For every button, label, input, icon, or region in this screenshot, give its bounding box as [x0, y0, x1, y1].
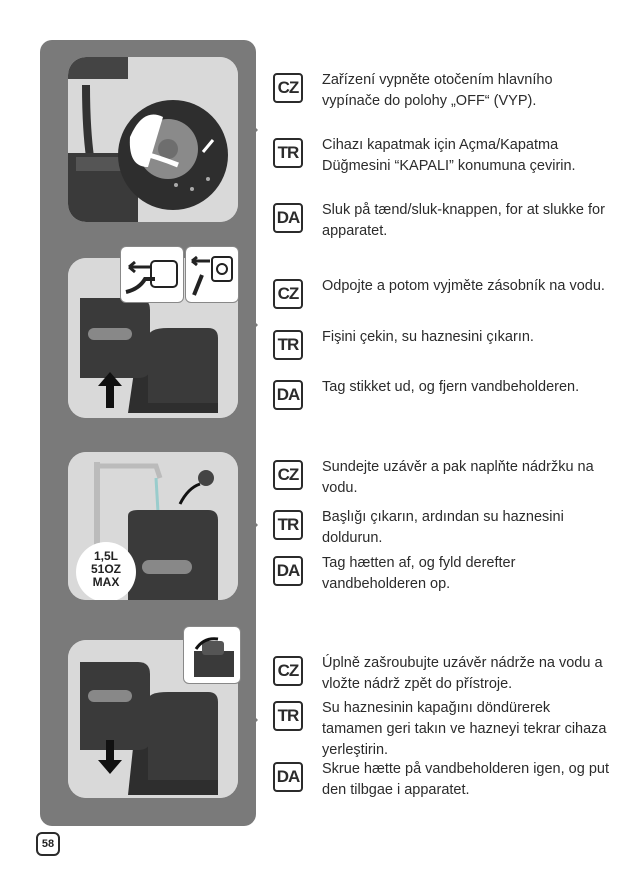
instruction-text: Odpojte a potom vyjměte zásobník na vodu. [322, 278, 605, 294]
unplug-icon-box-alt [185, 246, 239, 303]
step4-pointer [238, 700, 258, 740]
instruction-text: Sluk på tænd/sluk-knappen, for at slukke for apparatet. [322, 202, 605, 239]
instruction-text: Cihazı kapatmak için Açma/Kapatma Düğmesini “KAPALI” konumuna çevirin. [322, 137, 576, 174]
lang-badge: CZ [273, 73, 303, 103]
instruction-text: Úplně zašroubujte uzávěr nádrže na vodu a vložte nádrž zpět do přístroje. [322, 655, 603, 692]
capacity-liters: 1,5L [93, 549, 118, 563]
instruction-text: Tag stikket ud, og fjern vandbeholderen. [322, 379, 580, 395]
step3-pointer [238, 505, 258, 545]
lang-badge: TR [273, 138, 303, 168]
instruction-text: Su haznesinin kapağını döndürerek tamamen geri takın ve hazneyi tekrar cihaza yerleştirin. [322, 700, 607, 758]
step1-illustration [68, 57, 238, 222]
step3-illustration [68, 452, 238, 600]
instruction-text: Zařízení vypněte otočením hlavního vypínače do polohy „OFF“ (VYP). [322, 72, 553, 109]
page-number: 58 [36, 832, 60, 856]
instruction-text: Tag hætten af, og fyld derefter vandbeholderen op. [322, 555, 516, 592]
instruction-text: Skrue hætte på vandbeholderen igen, og put den tilbgae i apparatet. [322, 761, 609, 798]
capacity-ounces: 51OZ [90, 562, 121, 576]
lang-badge: CZ [273, 279, 303, 309]
lang-badge: DA [273, 203, 303, 233]
unplug-icon-box [120, 246, 184, 303]
capacity-badge [76, 542, 136, 600]
step2-pointer [238, 305, 258, 345]
lang-badge: CZ [273, 460, 303, 490]
instruction-text: Başlığı çıkarın, ardından su haznesini doldurun. [322, 509, 564, 546]
cap-screw-icon-box [183, 626, 241, 684]
lang-badge: DA [273, 762, 303, 792]
lang-badge: TR [273, 330, 303, 360]
lang-badge: CZ [273, 656, 303, 686]
lang-badge: TR [273, 701, 303, 731]
lang-badge: TR [273, 510, 303, 540]
instruction-text: Fişini çekin, su haznesini çıkarın. [322, 329, 534, 345]
instruction-text: Sundejte uzávěr a pak naplňte nádržku na vodu. [322, 459, 594, 496]
lang-badge: DA [273, 556, 303, 586]
capacity-max: MAX [92, 575, 120, 589]
lang-badge: DA [273, 380, 303, 410]
step1-pointer [238, 110, 258, 150]
